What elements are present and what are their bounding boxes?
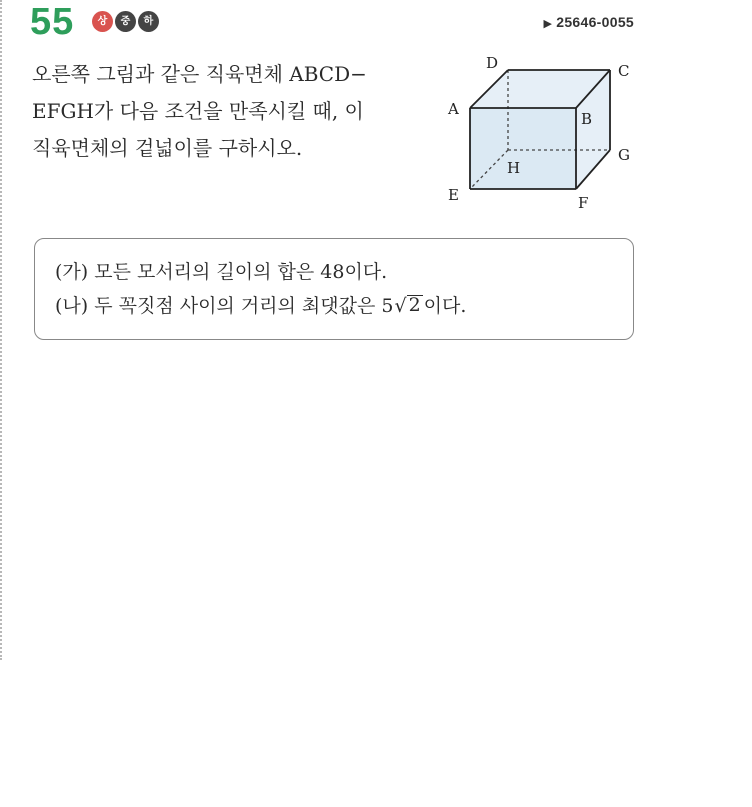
vertex-label-H: H <box>507 159 521 177</box>
condition-na-prefix: (나) 두 꼭짓점 사이의 거리의 최댓값은 5 <box>55 295 394 317</box>
vertex-label-G: G <box>618 146 630 164</box>
difficulty-high-badge: 상 <box>92 11 113 32</box>
difficulty-mid-badge: 중 <box>115 11 136 32</box>
difficulty-low-badge: 하 <box>138 11 159 32</box>
arrow-right-icon: ▶ <box>543 18 553 30</box>
sqrt-radicand: 2 <box>408 294 421 317</box>
sqrt-symbol: √ <box>394 295 407 317</box>
square-root <box>394 295 422 316</box>
page-edge <box>0 0 5 660</box>
condition-ga: (가) 모든 모서리의 길이의 합은 48이다. <box>55 261 388 283</box>
vertex-label-F: F <box>578 194 589 212</box>
problem-number: 55 <box>30 1 75 43</box>
cuboid-figure <box>438 52 658 222</box>
statement-line: EFGH가 다음 조건을 만족시킬 때, 이 <box>32 99 364 123</box>
problem-statement <box>32 56 432 167</box>
conditions-box <box>34 238 634 340</box>
problem-code <box>543 14 634 30</box>
difficulty-badges <box>92 11 159 32</box>
vertex-label-D: D <box>486 54 499 72</box>
statement-line: 직육면체의 겉넓이를 구하시오. <box>32 136 303 160</box>
condition-na <box>55 289 633 323</box>
condition-na-suffix: 이다. <box>423 295 467 317</box>
vertex-label-C: C <box>618 62 630 80</box>
problem-code-text: 25646-0055 <box>556 14 634 30</box>
statement-line: 오른쪽 그림과 같은 직육면체 ABCD− <box>32 62 367 86</box>
vertex-label-B: B <box>581 110 593 128</box>
vertex-label-E: E <box>448 186 459 204</box>
vertex-label-A: A <box>448 100 459 118</box>
front-face <box>470 108 576 189</box>
